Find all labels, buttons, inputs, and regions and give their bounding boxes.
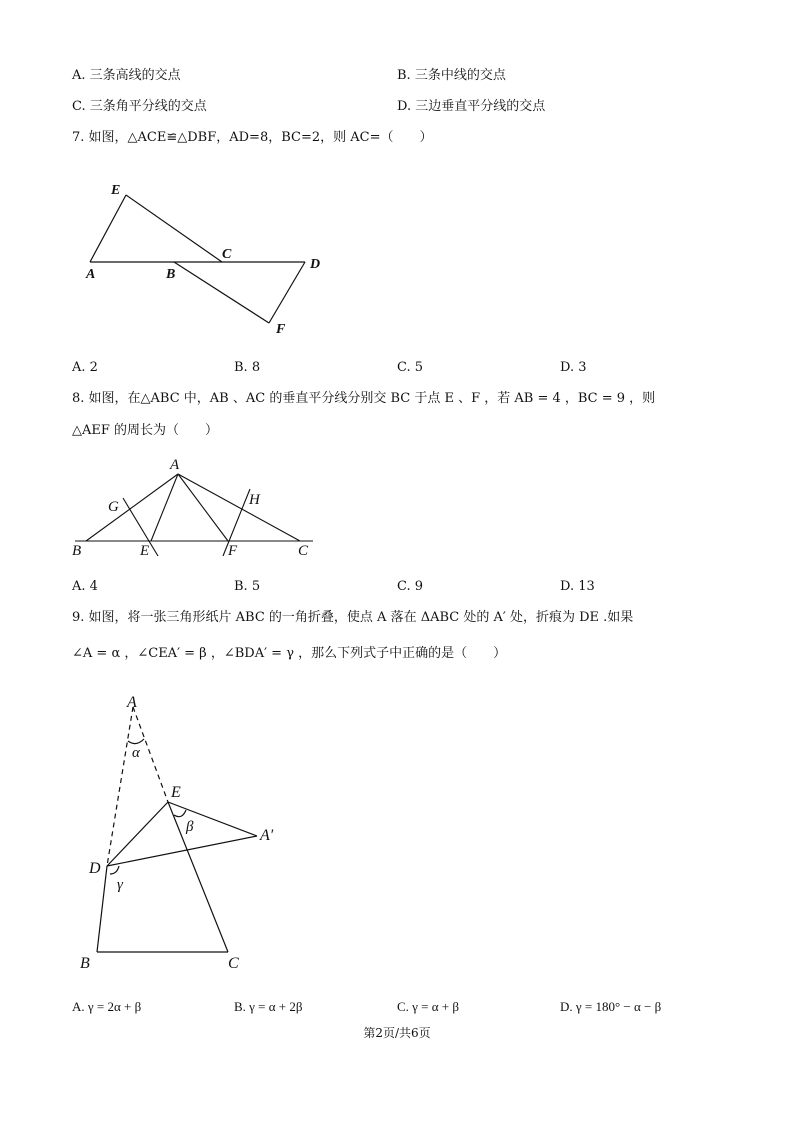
q9-option-c: C. γ = α + β <box>397 999 460 1014</box>
q9-label-a-prime: A′ <box>260 827 274 844</box>
q8-stem-line2: △AEF 的周长为（ ） <box>72 423 219 438</box>
q8-option-d: D. 13 <box>560 579 595 594</box>
q9-option-a: A. γ = 2α + β <box>72 999 142 1014</box>
q9-label-d: D <box>89 860 101 877</box>
q9-stem-line2: ∠A = α ，∠CEA′ = β ，∠BDA′ = γ ，那么下列式子中正确的是（ ） <box>72 646 507 661</box>
q7-label-f: F <box>276 322 286 337</box>
q9-label-beta: β <box>186 819 194 835</box>
q8-segment-ab <box>86 474 178 541</box>
q9-label-alpha: α <box>132 745 140 761</box>
q7-segment-df <box>269 262 305 323</box>
q8-perp-bisector-ac <box>223 489 250 556</box>
q7-label-d: D <box>310 257 321 272</box>
q9-stem-line1: 9. 如图，将一张三角形纸片 ABC 的一角折叠，使点 A 落在 ΔABC 处的 A′ 处，折痕为 DE .如果 <box>72 610 634 625</box>
q6-option-a: A. 三条高线的交点 <box>72 68 181 83</box>
q8-segment-ac <box>178 474 300 541</box>
q6-option-b: B. 三条中线的交点 <box>397 68 506 83</box>
q7-segment-ae <box>90 195 126 262</box>
q8-label-f: F <box>228 543 238 559</box>
q9-label-b: B <box>80 955 90 972</box>
q7-option-a: A. 2 <box>72 360 98 375</box>
q9-dashed-ad <box>107 707 133 866</box>
q9-segment-bd <box>97 866 107 952</box>
q8-label-b: B <box>72 543 82 559</box>
page-footer: 第2页/共6页 <box>363 1026 431 1040</box>
q9-label-gamma: γ <box>117 877 123 893</box>
q9-label-c: C <box>228 955 239 972</box>
q7-segment-fb <box>174 262 269 323</box>
q7-option-c: C. 5 <box>397 360 424 375</box>
q8-option-a: A. 4 <box>72 579 98 594</box>
q9-angle-arc-gamma <box>110 866 119 874</box>
q8-segment-ae <box>151 474 178 541</box>
q9-segment-ec <box>168 802 228 952</box>
q8-label-h: H <box>249 492 260 508</box>
q9-label-a: A <box>127 694 137 711</box>
q8-label-c: C <box>298 543 309 559</box>
q9-option-d: D. γ = 180° − α − β <box>560 999 662 1014</box>
q8-option-b: B. 5 <box>234 579 261 594</box>
q7-segment-ec <box>126 195 222 262</box>
q9-segment-da-prime <box>107 836 257 866</box>
q9-crease-de <box>107 802 168 866</box>
q8-stem-line1: 8. 如图，在△ABC 中，AB 、AC 的垂直平分线分别交 BC 于点 E 、F ，若 AB = 4 ，BC = 9 ，则 <box>72 391 656 406</box>
q7-option-d: D. 3 <box>560 360 587 375</box>
q6-option-c: C. 三条角平分线的交点 <box>72 99 207 114</box>
q8-option-c: C. 9 <box>397 579 424 594</box>
q7-label-c: C <box>222 247 232 262</box>
q8-segment-af <box>178 474 228 541</box>
q9-angle-arc-alpha <box>128 739 144 744</box>
q9-segment-ea-prime <box>168 802 257 836</box>
q9-dashed-ae <box>133 707 168 802</box>
q9-angle-arc-beta <box>174 810 186 817</box>
q7-label-e: E <box>111 183 121 198</box>
q8-label-e: E <box>140 543 150 559</box>
q8-label-g: G <box>108 499 119 515</box>
q8-perp-bisector-ab <box>123 498 158 556</box>
q7-option-b: B. 8 <box>234 360 261 375</box>
q7-stem: 7. 如图，△ACE≌△DBF，AD=8，BC=2，则 AC=（ ） <box>72 130 433 145</box>
q7-label-b: B <box>166 267 176 282</box>
q8-label-a: A <box>170 457 180 473</box>
q6-option-d: D. 三边垂直平分线的交点 <box>397 99 546 114</box>
q9-option-b: B. γ = α + 2β <box>234 999 303 1014</box>
q9-label-e: E <box>171 784 181 801</box>
q7-label-a: A <box>86 267 96 282</box>
